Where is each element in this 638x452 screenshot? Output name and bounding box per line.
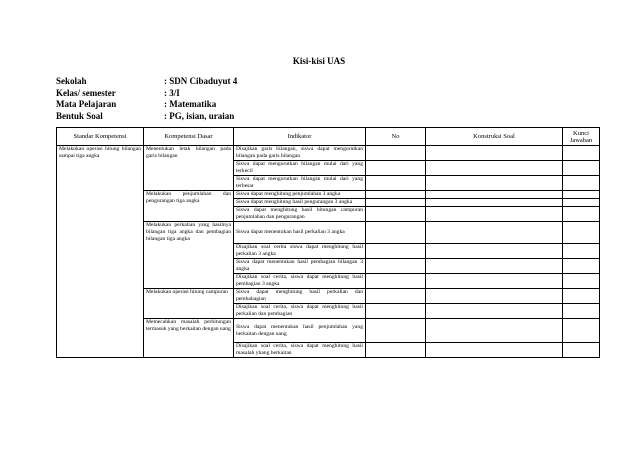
meta-value: : PG, isian, uraian bbox=[164, 110, 235, 121]
cell-kompetensi-dasar: Memecahkan masalah perhitungan termasuk yang berkaitan dengan uang bbox=[144, 319, 234, 358]
cell-kunci-jawaban bbox=[563, 146, 600, 161]
cell-indikator: Disajikan soal cerita, siswa dapat menghitung hasil pembagian 3 angka bbox=[234, 274, 366, 289]
meta-row-class bbox=[56, 88, 237, 100]
cell-no bbox=[366, 191, 426, 199]
cell-konstruksi-soal bbox=[426, 222, 563, 244]
cell-no bbox=[366, 199, 426, 207]
document-meta bbox=[56, 76, 237, 122]
cell-no bbox=[366, 207, 426, 222]
cell-konstruksi-soal bbox=[426, 343, 563, 358]
cell-kunci-jawaban bbox=[563, 222, 600, 244]
cell-no bbox=[366, 289, 426, 304]
cell-standar-kompetensi: Melakukan operasi hitung bilangan sampai tiga angka bbox=[57, 146, 144, 358]
cell-indikator: Siswa dapat menentukan hasil perkalian 3 angka bbox=[234, 222, 366, 244]
document-title: Kisi-kisi UAS bbox=[292, 56, 346, 66]
cell-konstruksi-soal bbox=[426, 176, 563, 191]
meta-value: : 3/I bbox=[164, 87, 180, 98]
cell-kunci-jawaban bbox=[563, 259, 600, 274]
cell-konstruksi-soal bbox=[426, 259, 563, 274]
meta-row-subject bbox=[56, 99, 237, 111]
cell-indikator: Siswa dapat menghitung hasil pengurangan 3 angka bbox=[234, 199, 366, 207]
meta-value: : Matematika bbox=[164, 99, 217, 109]
cell-indikator: Siswa dapat mengurutkan bilangan mulai dari yang terbesar bbox=[234, 176, 366, 191]
meta-label: Bentuk Soal bbox=[56, 110, 103, 121]
cell-konstruksi-soal bbox=[426, 146, 563, 161]
kisi-kisi-table bbox=[56, 127, 600, 358]
cell-no bbox=[366, 319, 426, 343]
cell-no bbox=[366, 222, 426, 244]
header-konstruksi-soal: Konstruksi Soal bbox=[426, 128, 563, 146]
cell-kunci-jawaban bbox=[563, 244, 600, 259]
cell-konstruksi-soal bbox=[426, 207, 563, 222]
cell-kunci-jawaban bbox=[563, 176, 600, 191]
cell-indikator: Siswa dapat menghitung penjumlahan 3 angka bbox=[234, 191, 366, 199]
cell-no bbox=[366, 343, 426, 358]
header-indikator: Indikator bbox=[234, 128, 366, 146]
cell-kunci-jawaban bbox=[563, 161, 600, 176]
cell-kunci-jawaban bbox=[563, 274, 600, 289]
cell-kompetensi-dasar: Melakukan operasi hitung campuran bbox=[144, 289, 234, 319]
cell-konstruksi-soal bbox=[426, 274, 563, 289]
cell-kompetensi-dasar: Melakukan perkalian yang hasilnya bilangan tiga angka dan pembagian bilangan tiga angka bbox=[144, 222, 234, 289]
cell-indikator: Siswa dapat menghitung hasil perkalian dan pembahagian bbox=[234, 289, 366, 304]
meta-label: Mata Pelajaran bbox=[56, 99, 117, 109]
cell-konstruksi-soal bbox=[426, 161, 563, 176]
cell-kunci-jawaban bbox=[563, 199, 600, 207]
table-row bbox=[57, 146, 600, 161]
cell-no bbox=[366, 304, 426, 319]
cell-indikator: Siswa dapat menentukan hasil pembagian bilangan 3 angka bbox=[234, 259, 366, 274]
cell-konstruksi-soal bbox=[426, 199, 563, 207]
header-kunci-jawaban: Kunci Jawaban bbox=[563, 128, 600, 146]
cell-indikator: Siswa dapat mengurutkan bilangan mulai dari yang terkecil bbox=[234, 161, 366, 176]
cell-indikator: Disajikan soal cerita, siswa dapat menghitung hasil masalah yhang berkaitan bbox=[234, 343, 366, 358]
header-standar-kompetensi: Standar Kompetensi bbox=[57, 128, 144, 146]
cell-konstruksi-soal bbox=[426, 304, 563, 319]
header-kompetensi-dasar: Kompetensi Dasar bbox=[144, 128, 234, 146]
cell-indikator: Siswa dapat menentukan hasil penjumlahan yang berkaitan dengan uang bbox=[234, 319, 366, 343]
cell-konstruksi-soal bbox=[426, 191, 563, 199]
meta-row-school bbox=[56, 76, 237, 88]
cell-indikator: Disajikan soal cerita, siswa dapat menghitung hasil perkalian dan pembagian bbox=[234, 304, 366, 319]
cell-kunci-jawaban bbox=[563, 191, 600, 199]
meta-label: Kelas/ semester bbox=[56, 87, 116, 98]
cell-indikator: Disajikan soal cerita siswa dapat menghitung hasil perkalian 3 angka bbox=[234, 244, 366, 259]
table-header-row bbox=[57, 128, 600, 146]
cell-konstruksi-soal bbox=[426, 289, 563, 304]
cell-no bbox=[366, 244, 426, 259]
cell-kunci-jawaban bbox=[563, 207, 600, 222]
cell-no bbox=[366, 176, 426, 191]
cell-kunci-jawaban bbox=[563, 289, 600, 304]
cell-no bbox=[366, 259, 426, 274]
cell-indikator: Disajikan garis bilangan, siswa dapat mengurutkan bilangan pada garis bilangan bbox=[234, 146, 366, 161]
cell-kunci-jawaban bbox=[563, 319, 600, 343]
meta-row-question-type bbox=[56, 111, 237, 123]
meta-label: Sekolah bbox=[56, 76, 87, 86]
meta-value: : SDN Cibaduyut 4 bbox=[164, 76, 238, 86]
cell-no bbox=[366, 146, 426, 161]
cell-kunci-jawaban bbox=[563, 304, 600, 319]
cell-kunci-jawaban bbox=[563, 343, 600, 358]
cell-konstruksi-soal bbox=[426, 319, 563, 343]
header-no: No bbox=[366, 128, 426, 146]
cell-konstruksi-soal bbox=[426, 244, 563, 259]
cell-kompetensi-dasar: Menentukan letak bilangan pada garis bilangan bbox=[144, 146, 234, 191]
cell-kompetensi-dasar: Melakukan penjumlahan dan pengurangan tiga angka bbox=[144, 191, 234, 222]
cell-indikator: Siswa dapat menghitung hasil hitungan campuran penjumlahan dan pengurangan bbox=[234, 207, 366, 222]
cell-no bbox=[366, 274, 426, 289]
cell-no bbox=[366, 161, 426, 176]
